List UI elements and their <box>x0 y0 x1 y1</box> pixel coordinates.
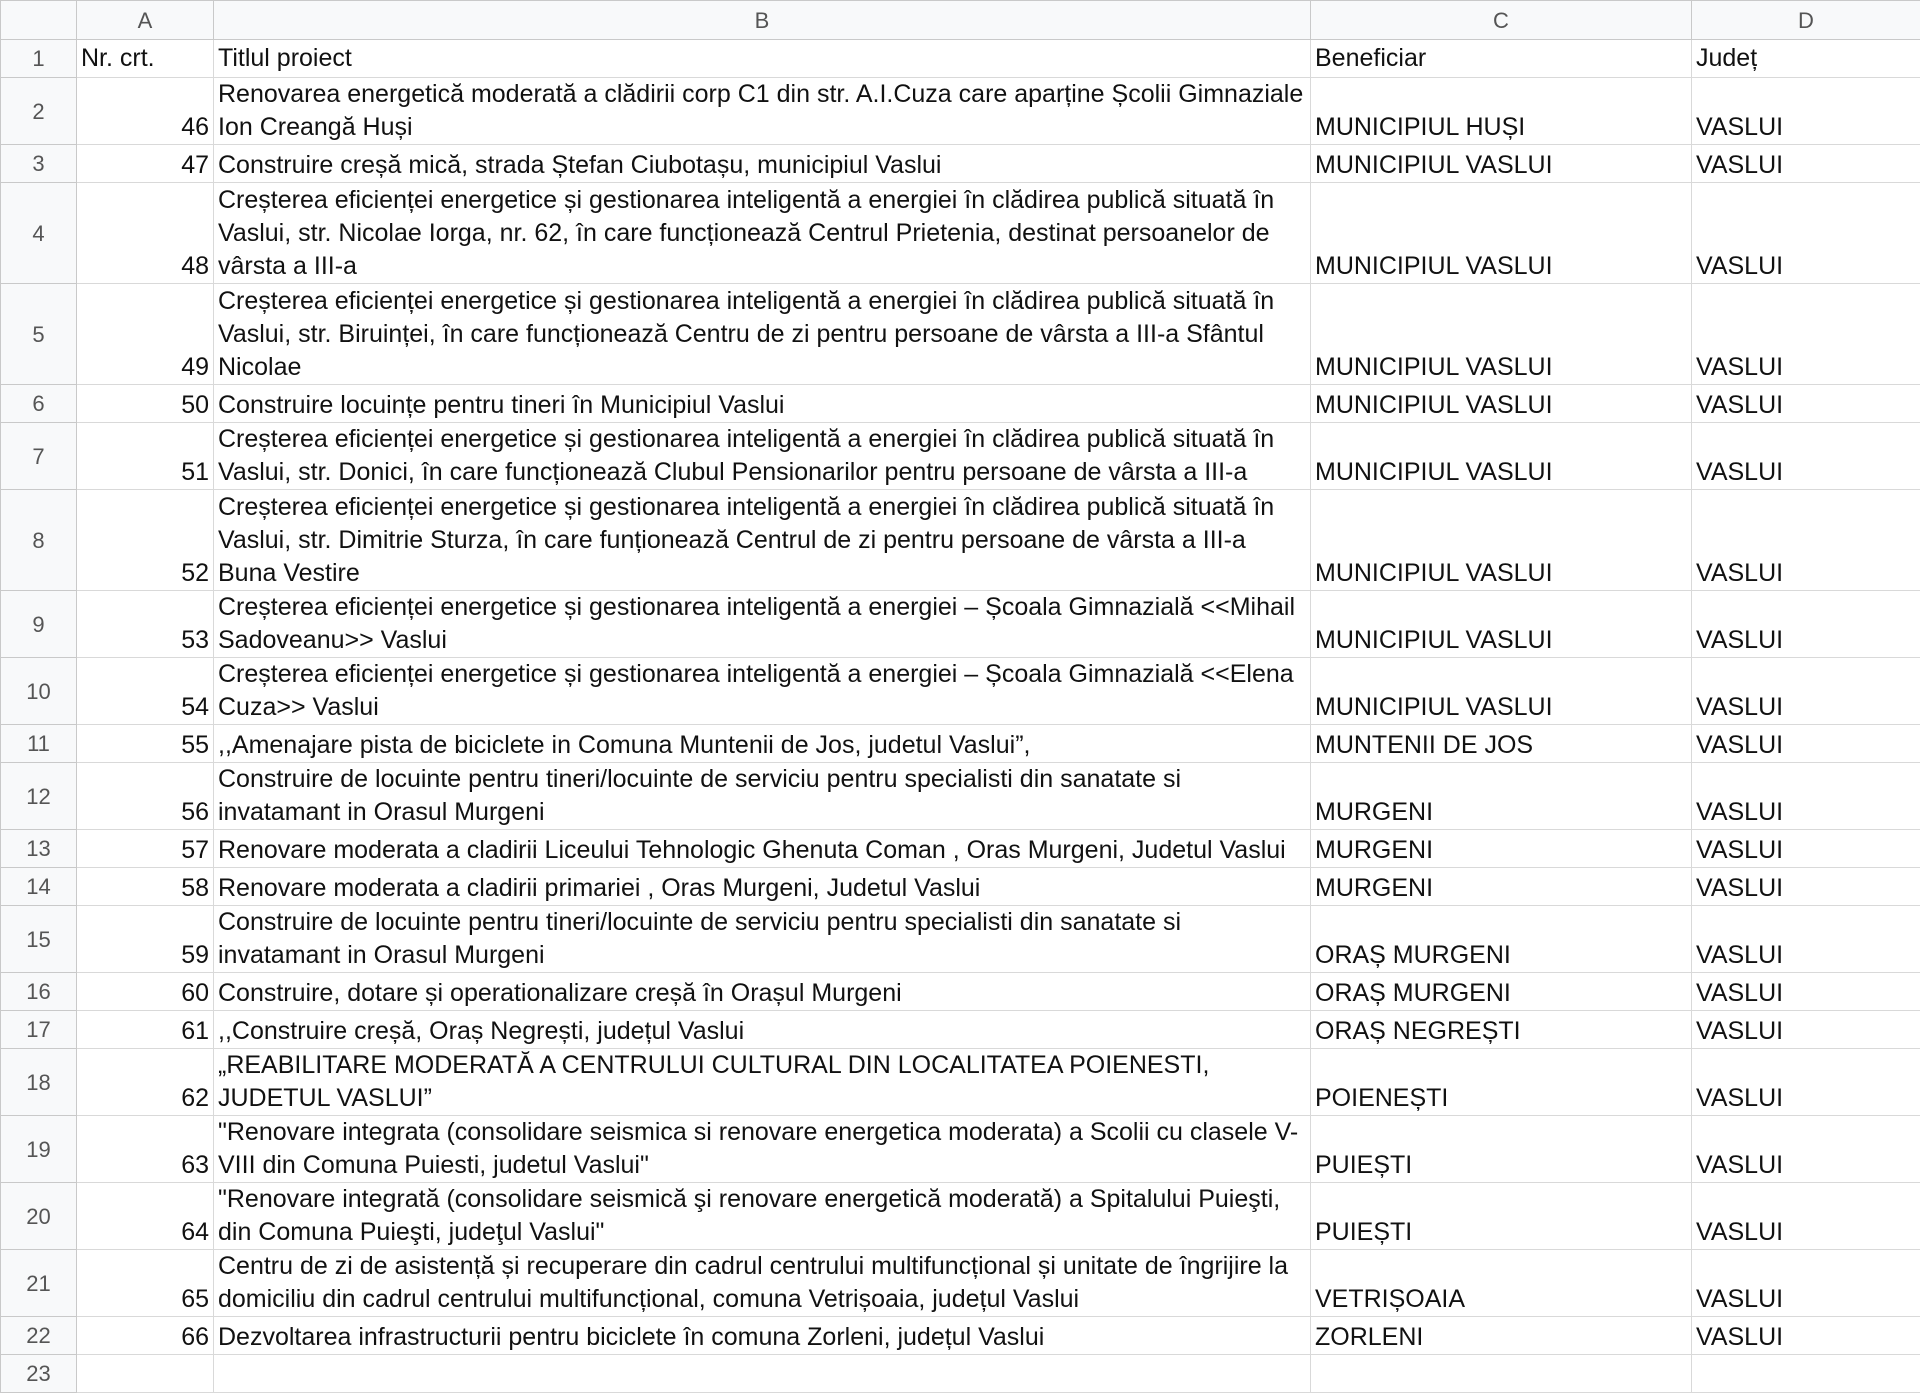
row-header[interactable]: 18 <box>1 1049 77 1116</box>
cell-nr-crt[interactable]: 47 <box>77 145 214 183</box>
cell-nr-crt[interactable]: 66 <box>77 1317 214 1355</box>
column-header-d[interactable]: D <box>1692 1 1920 40</box>
cell-titlul-proiect[interactable]: Creșterea eficienței energetice și gestionarea inteligentă a energiei în clădirea publică situată în Vaslui, str. Nicolae Iorga, nr. 62, în care funcționează Centrul Prietenia, destinat persoanelor de vârsta a III-a <box>214 183 1311 284</box>
table-row <box>1 658 1920 725</box>
cell-nr-crt[interactable]: 55 <box>77 725 214 763</box>
cell-beneficiar[interactable]: MURGENI <box>1311 868 1692 906</box>
cell-nr-crt[interactable]: 53 <box>77 591 214 658</box>
cell-beneficiar[interactable]: ORAȘ MURGENI <box>1311 906 1692 973</box>
table-row <box>1 868 1920 906</box>
row-header[interactable]: 20 <box>1 1183 77 1250</box>
cell-titlul-proiect[interactable]: "Renovare integrata (consolidare seismica si renovare energetica moderata) a Scolii cu clasele V-VIII din Comuna Puiesti, judetul Vaslui" <box>214 1116 1311 1183</box>
row-header[interactable]: 15 <box>1 906 77 973</box>
cell-nr-crt[interactable]: 65 <box>77 1250 214 1317</box>
cell-judet[interactable]: VASLUI <box>1692 423 1920 490</box>
table-row <box>1 1183 1920 1250</box>
cell-titlul-proiect[interactable]: Dezvoltarea infrastructurii pentru biciclete în comuna Zorleni, județul Vaslui <box>214 1317 1311 1355</box>
cell-judet[interactable]: VASLUI <box>1692 973 1920 1011</box>
table-row <box>1 78 1920 145</box>
cell-judet-header[interactable]: Județ <box>1692 40 1920 78</box>
empty-cell[interactable] <box>1311 1355 1692 1393</box>
cell-beneficiar[interactable]: PUIEȘTI <box>1311 1183 1692 1250</box>
table-row <box>1 725 1920 763</box>
table-row <box>1 385 1920 423</box>
table-row <box>1 1317 1920 1355</box>
cell-titlul-proiect[interactable]: Creșterea eficienței energetice și gestionarea inteligentă a energiei în clădirea publică situată în Vaslui, str. Dimitrie Sturza, în care funționează Centrul de zi pentru persoane de vârsta a III-a Buna Vestire <box>214 490 1311 591</box>
cell-judet[interactable]: VASLUI <box>1692 490 1920 591</box>
cell-beneficiar[interactable]: ORAȘ NEGREȘTI <box>1311 1011 1692 1049</box>
row-header[interactable]: 13 <box>1 830 77 868</box>
table-row <box>1 423 1920 490</box>
cell-nr-crt[interactable]: 63 <box>77 1116 214 1183</box>
cell-judet[interactable]: VASLUI <box>1692 906 1920 973</box>
table-row <box>1 906 1920 973</box>
cell-judet[interactable]: VASLUI <box>1692 868 1920 906</box>
cell-judet[interactable]: VASLUI <box>1692 1183 1920 1250</box>
row-header[interactable]: 9 <box>1 591 77 658</box>
cell-titlul-proiect[interactable]: "Renovare integrată (consolidare seismică şi renovare energetică moderată) a Spitalului Puieşti, din Comuna Puieşti, judeţul Vaslui" <box>214 1183 1311 1250</box>
column-header-b[interactable]: B <box>214 1 1311 40</box>
row-header[interactable]: 6 <box>1 385 77 423</box>
cell-beneficiar[interactable]: MUNTENII DE JOS <box>1311 725 1692 763</box>
cell-judet[interactable]: VASLUI <box>1692 1317 1920 1355</box>
cell-titlul-proiect[interactable]: „REABILITARE MODERATĂ A CENTRULUI CULTURAL DIN LOCALITATEA POIENESTI, JUDETUL VASLUI” <box>214 1049 1311 1116</box>
cell-titlul-proiect[interactable]: Construire locuințe pentru tineri în Municipiul Vaslui <box>214 385 1311 423</box>
cell-nr-crt[interactable]: 51 <box>77 423 214 490</box>
cell-titlul-proiect[interactable]: Renovarea energetică moderată a clădirii corp C1 din str. A.I.Cuza care aparține Școlii Gimnaziale Ion Creangă Huși <box>214 78 1311 145</box>
cell-titlul-proiect[interactable]: Creșterea eficienței energetice și gestionarea inteligentă a energiei – Școala Gimnazială <<Mihail Sadoveanu>> Vaslui <box>214 591 1311 658</box>
row-header[interactable]: 4 <box>1 183 77 284</box>
column-header-row <box>1 1 1920 40</box>
cell-nr-crt[interactable]: 57 <box>77 830 214 868</box>
table-row <box>1 145 1920 183</box>
row-header[interactable]: 23 <box>1 1355 77 1393</box>
row-header[interactable]: 8 <box>1 490 77 591</box>
table-row <box>1 591 1920 658</box>
cell-beneficiar[interactable]: MUNICIPIUL VASLUI <box>1311 658 1692 725</box>
cell-titlul-proiect[interactable]: Creșterea eficienței energetice și gestionarea inteligentă a energiei – Școala Gimnazială <<Elena Cuza>> Vaslui <box>214 658 1311 725</box>
cell-nr-crt[interactable]: 54 <box>77 658 214 725</box>
cell-titlul-proiect[interactable]: Renovare moderata a cladirii primariei , Oras Murgeni, Judetul Vaslui <box>214 868 1311 906</box>
cell-titlul-proiect-header[interactable]: Titlul proiect <box>214 40 1311 78</box>
cell-judet[interactable]: VASLUI <box>1692 830 1920 868</box>
row-header[interactable]: 16 <box>1 973 77 1011</box>
column-header-a[interactable]: A <box>77 1 214 40</box>
row-header[interactable]: 14 <box>1 868 77 906</box>
cell-beneficiar[interactable]: MURGENI <box>1311 763 1692 830</box>
cell-judet[interactable]: VASLUI <box>1692 1049 1920 1116</box>
cell-nr-crt[interactable]: 50 <box>77 385 214 423</box>
cell-nr-crt[interactable]: 61 <box>77 1011 214 1049</box>
table-row <box>1 490 1920 591</box>
cell-judet[interactable]: VASLUI <box>1692 78 1920 145</box>
cell-beneficiar[interactable]: MUNICIPIUL HUȘI <box>1311 78 1692 145</box>
table-row <box>1 284 1920 385</box>
cell-nr-crt[interactable]: 64 <box>77 1183 214 1250</box>
cell-titlul-proiect[interactable]: Construire creșă mică, strada Ștefan Ciubotașu, municipiul Vaslui <box>214 145 1311 183</box>
cell-nr-crt[interactable]: 58 <box>77 868 214 906</box>
cell-judet[interactable]: VASLUI <box>1692 1116 1920 1183</box>
cell-nr-crt[interactable]: 46 <box>77 78 214 145</box>
row-header[interactable]: 10 <box>1 658 77 725</box>
table-row <box>1 830 1920 868</box>
cell-beneficiar[interactable]: MUNICIPIUL VASLUI <box>1311 183 1692 284</box>
cell-titlul-proiect[interactable]: Construire de locuinte pentru tineri/locuinte de serviciu pentru specialisti din sanatate si invatamant in Orasul Murgeni <box>214 906 1311 973</box>
table-row <box>1 1011 1920 1049</box>
row-header[interactable]: 17 <box>1 1011 77 1049</box>
cell-beneficiar[interactable]: POIENEȘTI <box>1311 1049 1692 1116</box>
empty-cell[interactable] <box>214 1355 1311 1393</box>
cell-judet[interactable]: VASLUI <box>1692 183 1920 284</box>
cell-beneficiar[interactable]: MURGENI <box>1311 830 1692 868</box>
table-row <box>1 1355 1920 1393</box>
row-header[interactable]: 22 <box>1 1317 77 1355</box>
table-row <box>1 1116 1920 1183</box>
row-header[interactable]: 5 <box>1 284 77 385</box>
row-header[interactable]: 3 <box>1 145 77 183</box>
row-header[interactable]: 1 <box>1 40 77 78</box>
cell-beneficiar[interactable]: PUIEȘTI <box>1311 1116 1692 1183</box>
cell-judet[interactable]: VASLUI <box>1692 725 1920 763</box>
row-header[interactable]: 19 <box>1 1116 77 1183</box>
cell-nr-crt[interactable]: 62 <box>77 1049 214 1116</box>
cell-nr-crt-header[interactable]: Nr. crt. <box>77 40 214 78</box>
cell-judet[interactable]: VASLUI <box>1692 658 1920 725</box>
select-all-corner[interactable] <box>1 1 77 40</box>
table-row <box>1 1049 1920 1116</box>
table-row <box>1 40 1920 78</box>
cell-judet[interactable]: VASLUI <box>1692 591 1920 658</box>
cell-titlul-proiect[interactable]: ,,Amenajare pista de biciclete in Comuna Muntenii de Jos, judetul Vaslui”, <box>214 725 1311 763</box>
table-row <box>1 1250 1920 1317</box>
cell-beneficiar[interactable]: MUNICIPIUL VASLUI <box>1311 423 1692 490</box>
cell-beneficiar[interactable]: MUNICIPIUL VASLUI <box>1311 591 1692 658</box>
cell-nr-crt[interactable]: 60 <box>77 973 214 1011</box>
cell-nr-crt[interactable]: 52 <box>77 490 214 591</box>
row-header[interactable]: 12 <box>1 763 77 830</box>
row-header[interactable]: 21 <box>1 1250 77 1317</box>
empty-cell[interactable] <box>1692 1355 1920 1393</box>
cell-titlul-proiect[interactable]: Centru de zi de asistență și recuperare din cadrul centrului multifuncțional și unitate de îngrijire la domiciliu din cadrul centrului multifuncțional, comuna Vetrișoaia, județul Vaslui <box>214 1250 1311 1317</box>
cell-titlul-proiect[interactable]: Creșterea eficienței energetice și gestionarea inteligentă a energiei în clădirea publică situată în Vaslui, str. Biruinței, în care funcționează Centru de zi pentru persoane de vârsta a III-a Sfântul Nicolae <box>214 284 1311 385</box>
cell-nr-crt[interactable]: 48 <box>77 183 214 284</box>
cell-titlul-proiect[interactable]: Construire, dotare și operationalizare creșă în Orașul Murgeni <box>214 973 1311 1011</box>
cell-titlul-proiect[interactable]: Creșterea eficienței energetice și gestionarea inteligentă a energiei în clădirea publică situată în Vaslui, str. Donici, în care funcționează Clubul Pensionarilor pentru persoane de vârsta a III-a <box>214 423 1311 490</box>
cell-nr-crt[interactable]: 59 <box>77 906 214 973</box>
table-row <box>1 763 1920 830</box>
cell-titlul-proiect[interactable]: Construire de locuinte pentru tineri/locuinte de serviciu pentru specialisti din sanatate si invatamant in Orasul Murgeni <box>214 763 1311 830</box>
cell-nr-crt[interactable]: 56 <box>77 763 214 830</box>
cell-beneficiar[interactable]: MUNICIPIUL VASLUI <box>1311 385 1692 423</box>
cell-beneficiar[interactable]: MUNICIPIUL VASLUI <box>1311 145 1692 183</box>
cell-beneficiar[interactable]: MUNICIPIUL VASLUI <box>1311 490 1692 591</box>
cell-nr-crt[interactable]: 49 <box>77 284 214 385</box>
column-header-c[interactable]: C <box>1311 1 1692 40</box>
cell-judet[interactable]: VASLUI <box>1692 763 1920 830</box>
row-header[interactable]: 2 <box>1 78 77 145</box>
cell-judet[interactable]: VASLUI <box>1692 284 1920 385</box>
cell-beneficiar[interactable]: ORAȘ MURGENI <box>1311 973 1692 1011</box>
table-row <box>1 973 1920 1011</box>
cell-beneficiar-header[interactable]: Beneficiar <box>1311 40 1692 78</box>
cell-titlul-proiect[interactable]: Renovare moderata a cladirii Liceului Tehnologic Ghenuta Coman , Oras Murgeni, Judetul Vaslui <box>214 830 1311 868</box>
cell-judet[interactable]: VASLUI <box>1692 1250 1920 1317</box>
cell-judet[interactable]: VASLUI <box>1692 385 1920 423</box>
cell-titlul-proiect[interactable]: ,,Construire creșă, Oraș Negrești, județul Vaslui <box>214 1011 1311 1049</box>
row-header[interactable]: 11 <box>1 725 77 763</box>
cell-judet[interactable]: VASLUI <box>1692 145 1920 183</box>
row-header[interactable]: 7 <box>1 423 77 490</box>
cell-beneficiar[interactable]: MUNICIPIUL VASLUI <box>1311 284 1692 385</box>
cell-beneficiar[interactable]: VETRIȘOAIA <box>1311 1250 1692 1317</box>
cell-judet[interactable]: VASLUI <box>1692 1011 1920 1049</box>
cell-beneficiar[interactable]: ZORLENI <box>1311 1317 1692 1355</box>
empty-cell[interactable] <box>77 1355 214 1393</box>
table-row <box>1 183 1920 284</box>
